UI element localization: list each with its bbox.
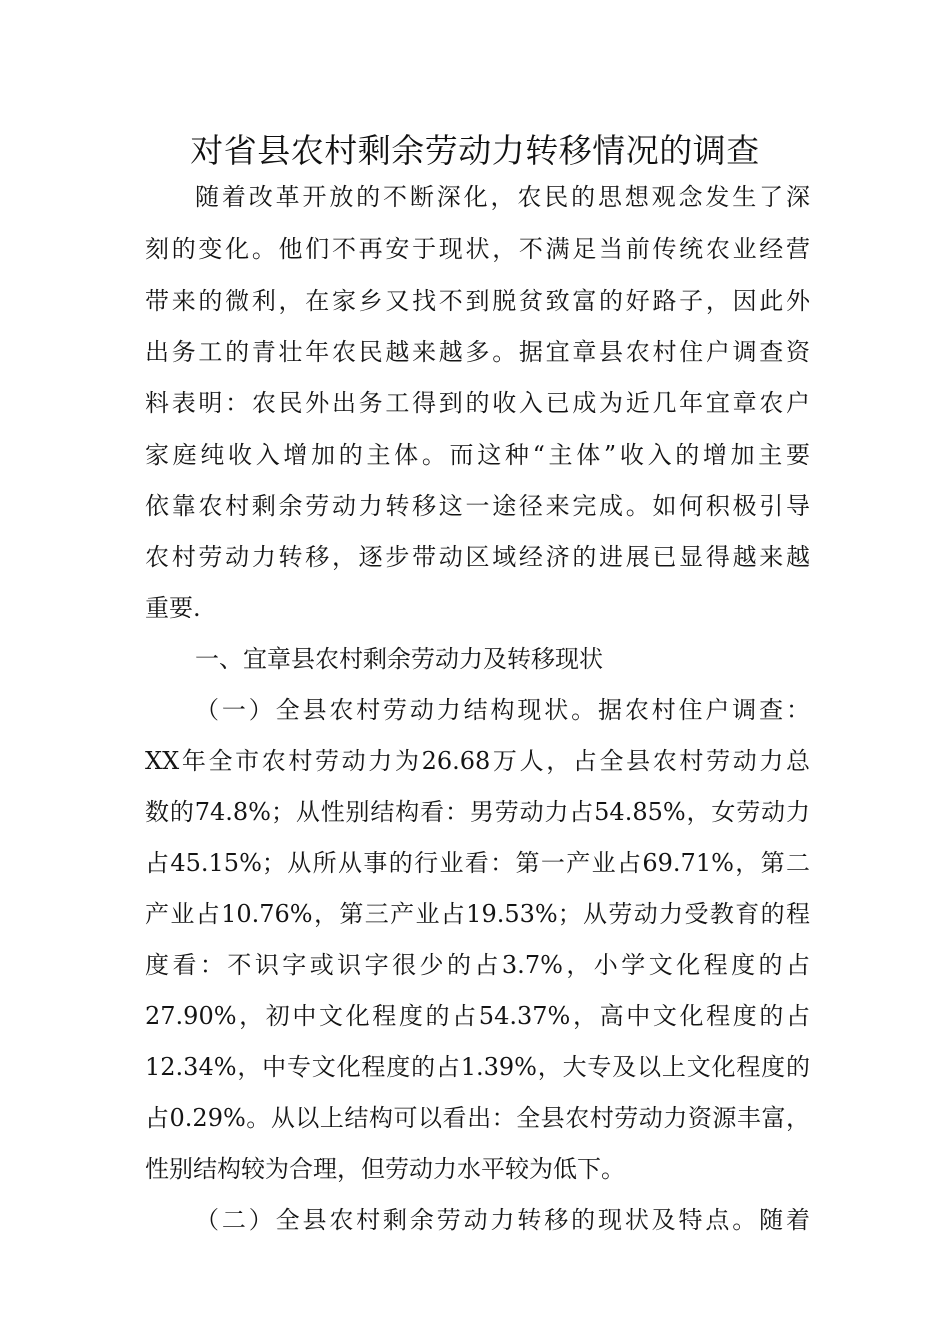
paragraph-line: 料表明：农民外出务工得到的收入已成为近几年宜章农户	[145, 389, 810, 417]
paragraph-line: 刻的变化。他们不再安于现状，不满足当前传统农业经营	[145, 235, 810, 263]
section-heading: 一、宜章县农村剩余劳动力及转移现状	[195, 645, 603, 673]
paragraph-line: 重要.	[145, 594, 201, 622]
paragraph-line: 出务工的青壮年农民越来越多。据宜章县农村住户调查资	[145, 338, 810, 366]
paragraph-line: 27.90%，初中文化程度的占54.37%，高中文化程度的占	[145, 1002, 810, 1030]
paragraph-line: 度看：不识字或识字很少的占3.7%，小学文化程度的占	[145, 951, 810, 979]
paragraph-line: XX年全市农村劳动力为26.68万人，占全县农村劳动力总	[145, 747, 810, 775]
paragraph-line: 数的74.8%；从性别结构看：男劳动力占54.85%，女劳动力	[145, 798, 810, 826]
paragraph-line: 12.34%，中专文化程度的占1.39%，大专及以上文化程度的	[145, 1053, 810, 1081]
paragraph-line: 随着改革开放的不断深化，农民的思想观念发生了深	[195, 183, 810, 211]
paragraph-line: 带来的微利，在家乡又找不到脱贫致富的好路子，因此外	[145, 287, 810, 315]
paragraph-line: （一）全县农村劳动力结构现状。据农村住户调查：	[195, 696, 810, 724]
paragraph-line: 产业占10.76%，第三产业占19.53%；从劳动力受教育的程	[145, 900, 810, 928]
paragraph-line: 性别结构较为合理，但劳动力水平较为低下。	[145, 1155, 625, 1183]
document-title: 对省县农村剩余劳动力转移情况的调查	[190, 131, 760, 170]
paragraph-line: 家庭纯收入增加的主体。而这种“主体”收入的增加主要	[145, 441, 810, 469]
paragraph-line: 依靠农村剩余劳动力转移这一途径来完成。如何积极引导	[145, 492, 810, 520]
paragraph-line: 占45.15%；从所从事的行业看：第一产业占69.71%，第二	[145, 849, 810, 877]
paragraph-line: （二）全县农村剩余劳动力转移的现状及特点。随着	[195, 1206, 810, 1234]
paragraph-line: 占0.29%。从以上结构可以看出：全县农村劳动力资源丰富，	[145, 1104, 810, 1132]
paragraph-line: 农村劳动力转移，逐步带动区域经济的进展已显得越来越	[145, 543, 810, 571]
